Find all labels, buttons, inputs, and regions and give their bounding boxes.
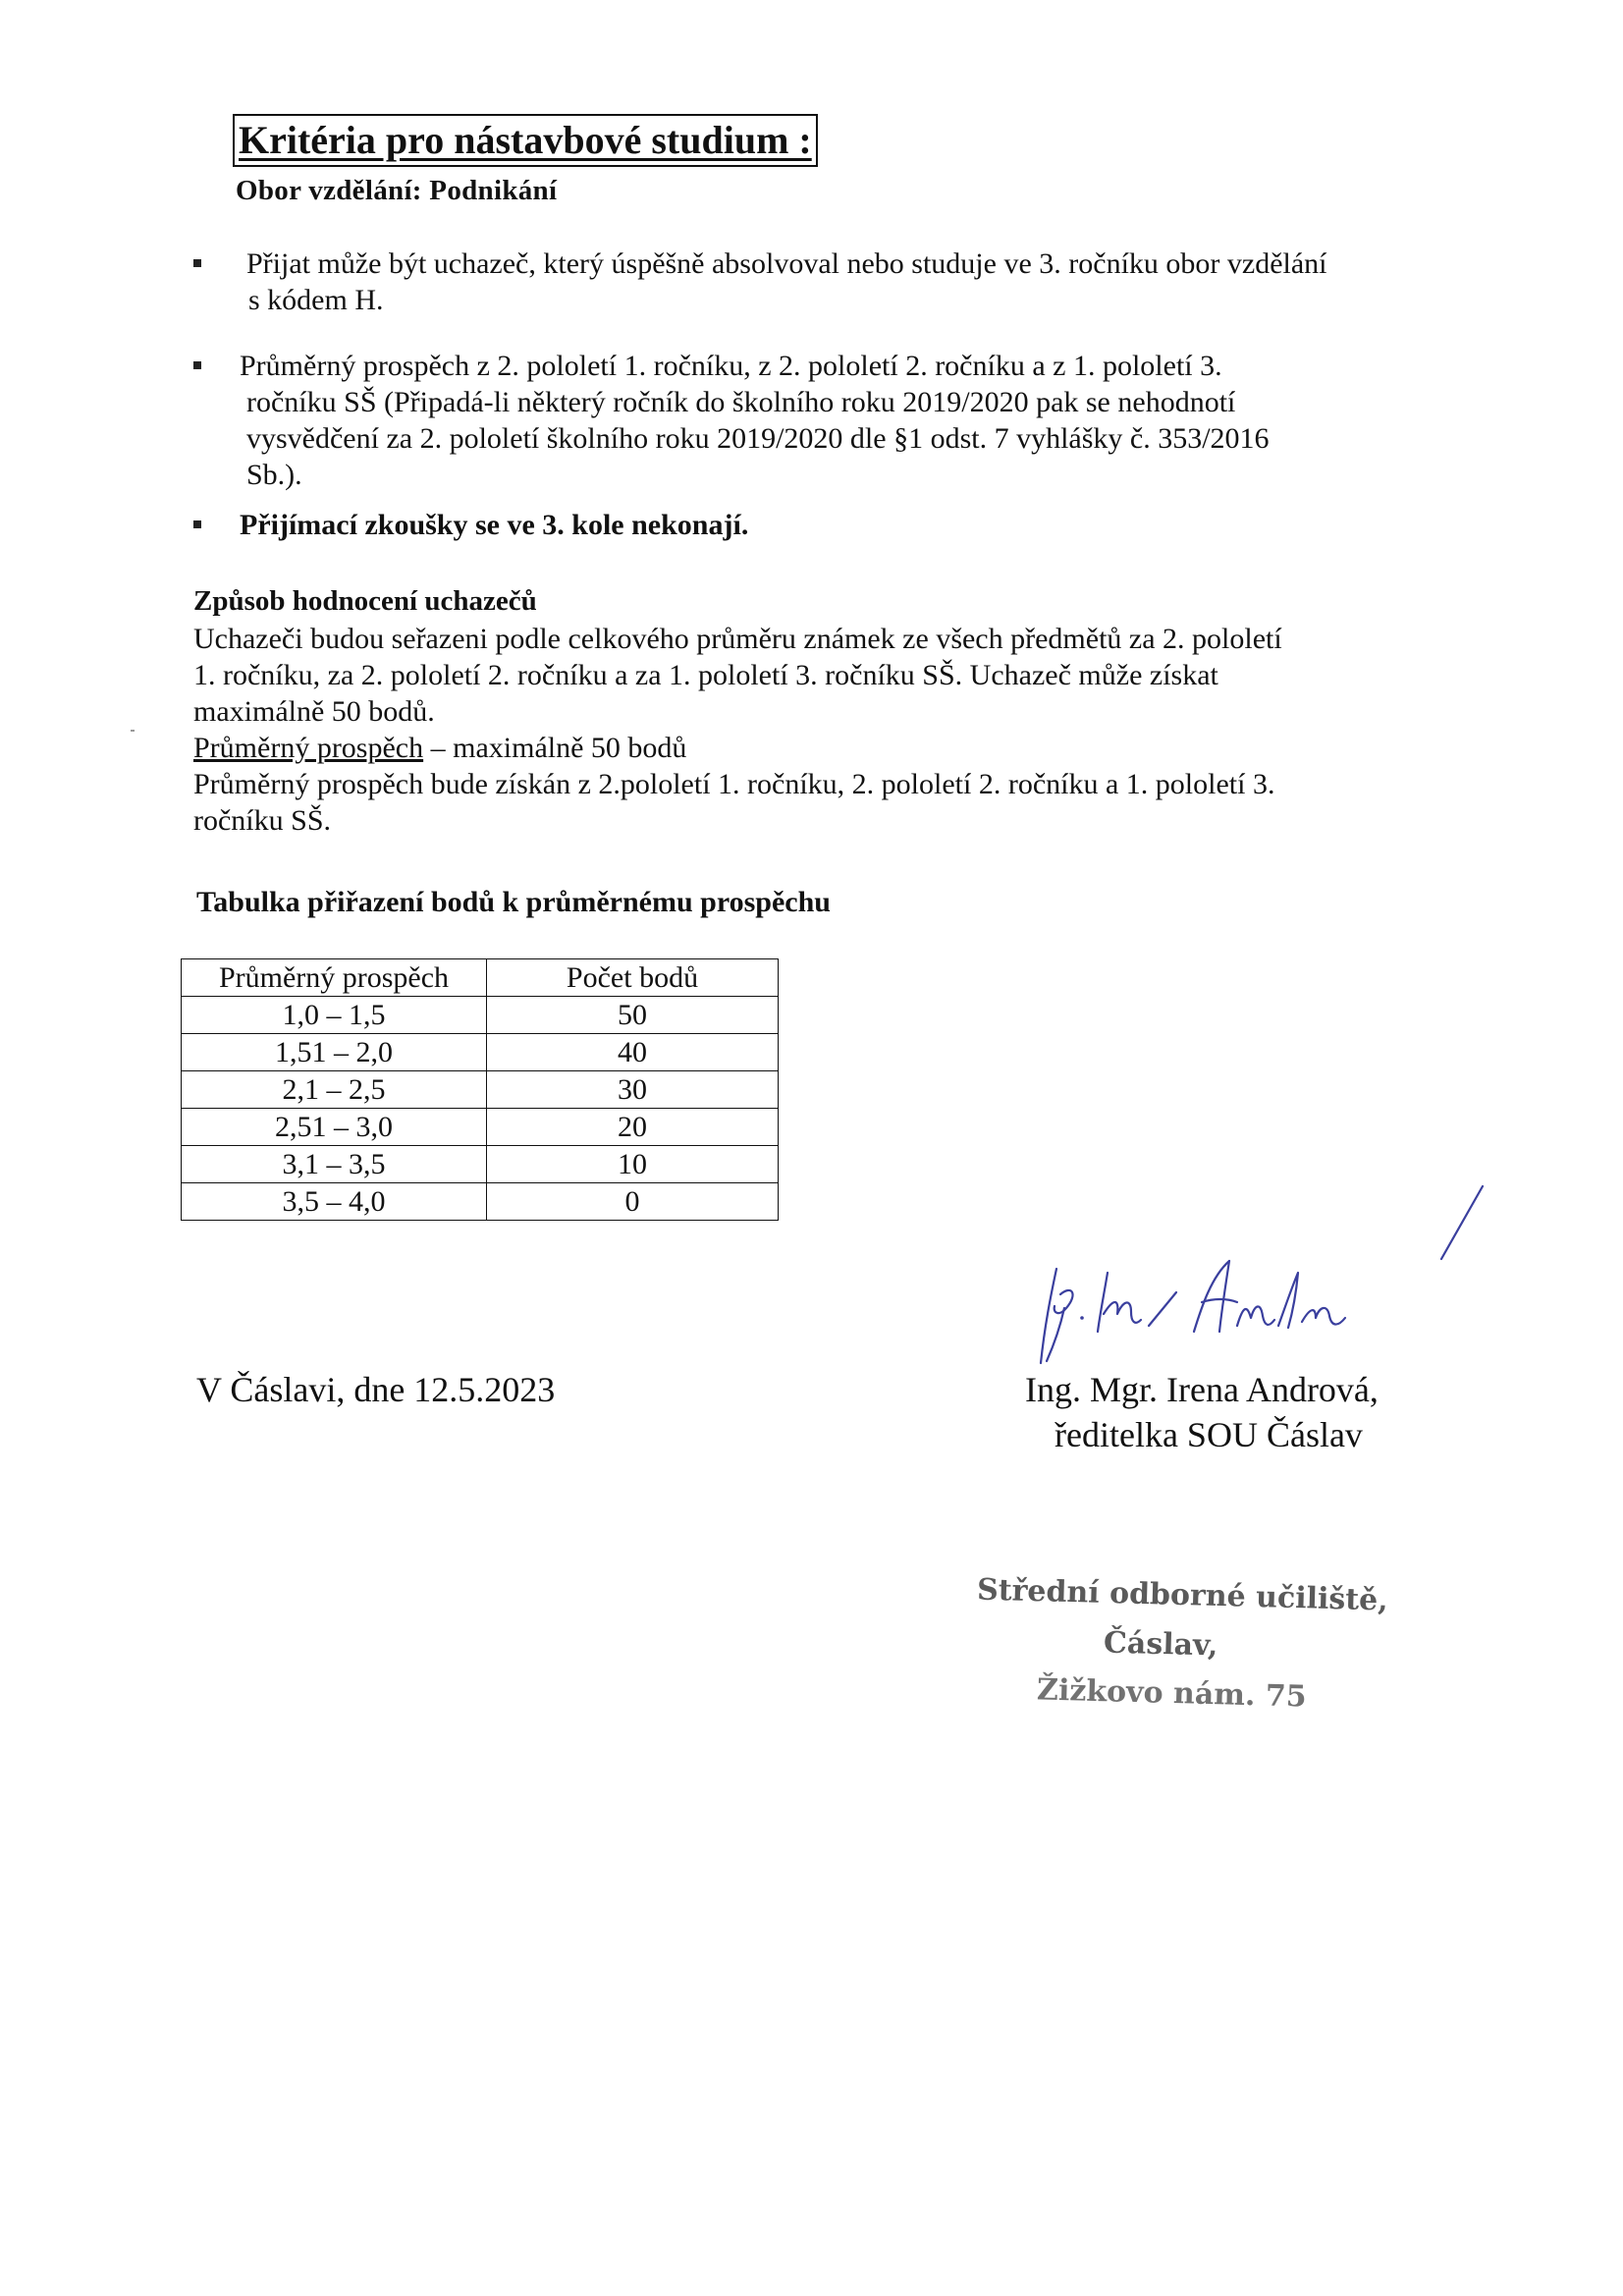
criteria-item-2-line-4: Sb.).	[246, 459, 302, 491]
table-cell-points: 0	[487, 1183, 779, 1221]
signatory-role: ředitelka SOU Čáslav	[1055, 1415, 1363, 1454]
stamp-line-3: Žižkovo nám. 75	[1036, 1672, 1308, 1715]
bullet-square-icon	[193, 361, 201, 369]
table-row	[182, 1183, 779, 1221]
table-cell-points: 50	[487, 997, 779, 1034]
criteria-item-2-line-3: vysvědčení za 2. pololetí školního roku 2019/2020 dle §1 odst. 7 vyhlášky č. 353/2016	[246, 422, 1270, 455]
evaluation-final-line-1: Průměrný prospěch bude získán z 2.pololetí 1. ročníku, 2. pololetí 2. ročníku a 1. pololetí 3.	[193, 768, 1275, 800]
page-title: Kritéria pro nástavbové studium :	[233, 114, 818, 167]
table-cell-range: 1,51 – 2,0	[182, 1034, 487, 1071]
school-stamp	[972, 1571, 1389, 1719]
handwritten-signature	[1021, 1178, 1492, 1375]
points-table	[181, 958, 779, 1221]
table-row	[182, 1146, 779, 1183]
evaluation-line-2: 1. ročníku, za 2. pololetí 2. ročníku a za 1. pololetí 3. ročníku SŠ. Uchazeč může získat	[193, 659, 1218, 691]
table-cell-points: 40	[487, 1034, 779, 1071]
table-row	[182, 1071, 779, 1109]
signatory-block	[1025, 1367, 1379, 1457]
evaluation-heading: Způsob hodnocení uchazečů	[193, 585, 537, 617]
table-cell-points: 10	[487, 1146, 779, 1183]
scan-speck	[131, 730, 135, 732]
criteria-item-2-line-2: ročníku SŠ (Připadá-li některý ročník do školního roku 2019/2020 pak se nehodnotí	[246, 386, 1236, 418]
place-and-date: V Čáslavi, dne 12.5.2023	[196, 1370, 556, 1409]
bullet-square-icon	[193, 259, 201, 267]
table-header-average: Průměrný prospěch	[182, 959, 487, 997]
criteria-item-2-line-1: Průměrný prospěch z 2. pololetí 1. ročníku, z 2. pololetí 2. ročníku a z 1. pololetí 3.	[240, 350, 1222, 382]
stamp-line-2: Čáslav,	[1103, 1625, 1218, 1664]
average-max-points: – maximálně 50 bodů	[423, 732, 687, 764]
criteria-item-3-line-1: Přijímací zkoušky se ve 3. kole nekonají.	[240, 509, 749, 541]
criteria-item-1-line-2: s kódem H.	[248, 284, 384, 316]
evaluation-final-line-2: ročníku SŠ.	[193, 804, 332, 837]
field-of-study: Obor vzdělání: Podnikání	[236, 175, 558, 206]
criteria-item-1-line-1: Přijat může být uchazeč, který úspěšně absolvoval nebo studuje ve 3. ročníku obor vzdělání	[246, 247, 1327, 280]
evaluation-line-1: Uchazeči budou seřazeni podle celkového průměru známek ze všech předmětů za 2. pololetí	[193, 623, 1282, 655]
table-cell-points: 20	[487, 1109, 779, 1146]
table-row	[182, 1109, 779, 1146]
table-header-row	[182, 959, 779, 997]
table-row	[182, 1034, 779, 1071]
table-title: Tabulka přiřazení bodů k průměrnému prospěchu	[196, 886, 831, 918]
table-cell-points: 30	[487, 1071, 779, 1109]
table-header-points: Počet bodů	[487, 959, 779, 997]
signatory-name: Ing. Mgr. Irena Andrová,	[1025, 1370, 1379, 1409]
evaluation-paragraph	[193, 621, 1282, 839]
average-label: Průměrný prospěch	[193, 732, 424, 764]
evaluation-line-3: maximálně 50 bodů.	[193, 695, 435, 728]
evaluation-average-line	[193, 730, 1282, 766]
bullet-square-icon	[193, 520, 201, 528]
stamp-line-1: Střední odborné učiliště,	[976, 1572, 1389, 1618]
table-cell-range: 1,0 – 1,5	[182, 997, 487, 1034]
table-cell-range: 2,1 – 2,5	[182, 1071, 487, 1109]
table-cell-range: 2,51 – 3,0	[182, 1109, 487, 1146]
table-row	[182, 997, 779, 1034]
table-cell-range: 3,5 – 4,0	[182, 1183, 487, 1221]
table-cell-range: 3,1 – 3,5	[182, 1146, 487, 1183]
